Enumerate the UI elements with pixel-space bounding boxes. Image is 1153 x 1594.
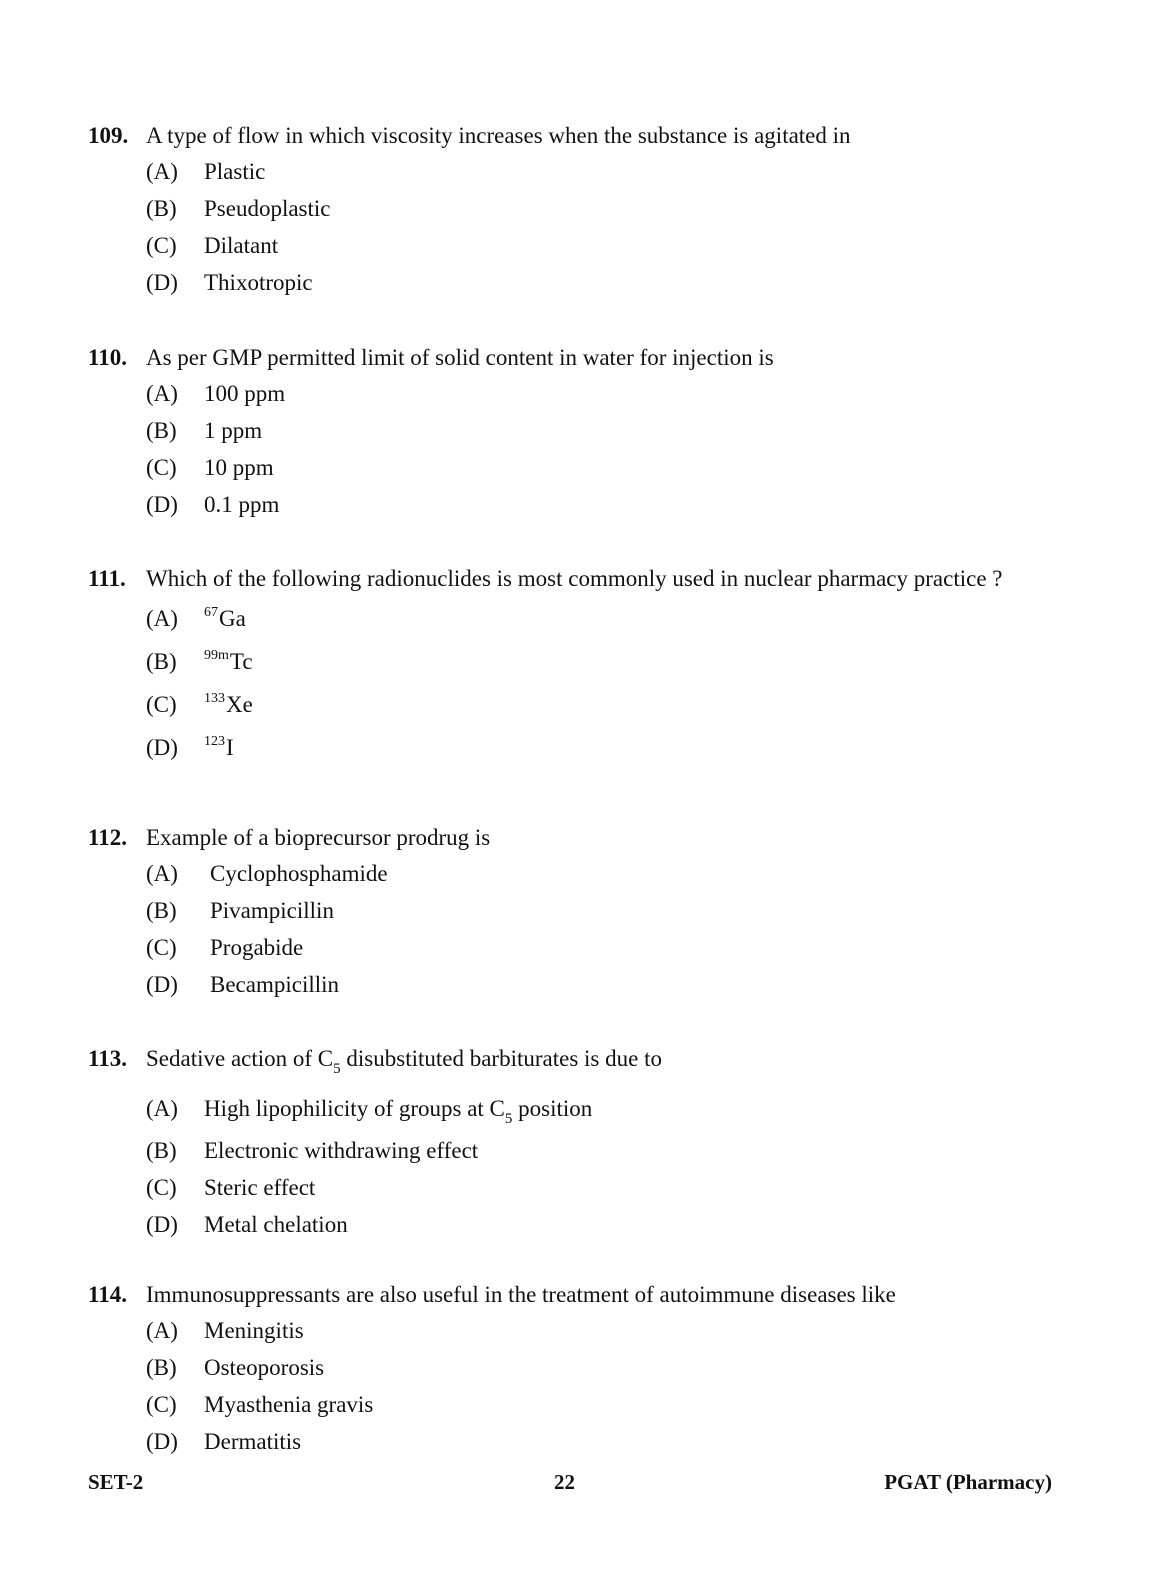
- option-c[interactable]: [146, 1169, 1040, 1206]
- option-a[interactable]: [146, 375, 1040, 412]
- option-text: Metal chelation: [204, 1212, 348, 1237]
- option-text: [204, 685, 253, 728]
- option-text: Dilatant: [204, 233, 279, 258]
- option-b[interactable]: [146, 642, 1040, 685]
- option-text-after: position: [512, 1096, 593, 1121]
- option-text-before: High lipophilicity of groups at C: [204, 1096, 505, 1121]
- question-110: [88, 343, 1040, 523]
- option-c[interactable]: [146, 685, 1040, 728]
- option-c[interactable]: [146, 449, 1040, 486]
- question-number: 109.: [88, 123, 129, 148]
- option-text: Pseudoplastic: [204, 196, 331, 221]
- option-text: Steric effect: [204, 1175, 316, 1200]
- subscript: 5: [333, 1061, 341, 1077]
- option-label: (A): [146, 1318, 178, 1343]
- option-c[interactable]: [146, 227, 1040, 264]
- option-a[interactable]: [146, 599, 1040, 642]
- option-text: Cyclophosphamide: [210, 861, 388, 886]
- element-symbol: I: [226, 735, 234, 760]
- question-111: [88, 564, 1040, 771]
- option-d[interactable]: [146, 728, 1040, 771]
- option-label: (D): [146, 492, 178, 517]
- page-footer: [88, 1470, 1052, 1500]
- option-text: 100 ppm: [204, 381, 286, 406]
- option-c[interactable]: [146, 929, 1040, 966]
- option-text: Pivampicillin: [210, 898, 334, 923]
- option-label: (C): [146, 935, 177, 960]
- question-text: [146, 1044, 1040, 1077]
- question-number: 112.: [88, 825, 127, 850]
- option-label: (A): [146, 1096, 178, 1121]
- option-b[interactable]: [146, 412, 1040, 449]
- question-text: Immunosuppressants are also useful in the treatment of autoimmune diseases like: [146, 1282, 896, 1307]
- option-text: [204, 599, 246, 642]
- stem-text-before: Sedative action of C: [146, 1046, 334, 1071]
- option-a[interactable]: [146, 1089, 1040, 1132]
- option-label: (D): [146, 270, 178, 295]
- set-code: SET-2: [88, 1470, 144, 1494]
- option-label: (C): [146, 1392, 177, 1417]
- option-b[interactable]: [146, 190, 1040, 227]
- option-d[interactable]: [146, 264, 1040, 301]
- option-text: Electronic withdrawing effect: [204, 1138, 479, 1163]
- question-stem: [88, 564, 1040, 593]
- option-label: (D): [146, 1212, 178, 1237]
- mass-number: 123: [204, 734, 225, 749]
- option-text: Progabide: [210, 935, 304, 960]
- option-label: (C): [146, 233, 177, 258]
- option-text: Dermatitis: [204, 1429, 302, 1454]
- question-stem: [88, 121, 1040, 150]
- option-a[interactable]: [146, 855, 1040, 892]
- option-label: (A): [146, 381, 178, 406]
- option-label: (D): [146, 735, 178, 760]
- question-text: A type of flow in which viscosity increases when the substance is agitated in: [146, 123, 851, 148]
- option-text: [204, 1089, 592, 1132]
- mass-number: 99m: [204, 648, 229, 663]
- option-text: Becampicillin: [210, 972, 340, 997]
- option-text: Myasthenia gravis: [204, 1392, 374, 1417]
- element-symbol: Tc: [229, 649, 253, 674]
- option-d[interactable]: [146, 1423, 1040, 1460]
- option-label: (C): [146, 455, 177, 480]
- option-label: (B): [146, 1138, 177, 1163]
- option-label: (D): [146, 1429, 178, 1454]
- option-label: (B): [146, 196, 177, 221]
- option-b[interactable]: [146, 1349, 1040, 1386]
- option-label: (C): [146, 692, 177, 717]
- subscript: 5: [504, 1111, 513, 1127]
- option-d[interactable]: [146, 966, 1040, 1003]
- option-text: [204, 642, 253, 685]
- option-text: [204, 728, 234, 771]
- question-number: 113.: [88, 1046, 127, 1071]
- stem-text-after: disubstituted barbiturates is due to: [340, 1046, 662, 1071]
- question-112: [88, 823, 1040, 1003]
- question-text: Example of a bioprecursor prodrug is: [146, 825, 491, 850]
- option-text: 1 ppm: [204, 418, 263, 443]
- option-b[interactable]: [146, 892, 1040, 929]
- option-c[interactable]: [146, 1386, 1040, 1423]
- option-b[interactable]: [146, 1132, 1040, 1169]
- option-label: (B): [146, 898, 177, 923]
- option-d[interactable]: [146, 1206, 1040, 1243]
- question-stem: [88, 343, 1040, 372]
- question-text: As per GMP permitted limit of solid content in water for injection is: [146, 345, 774, 370]
- option-text: Osteoporosis: [204, 1355, 325, 1380]
- option-label: (B): [146, 1355, 177, 1380]
- option-text: Meningitis: [204, 1318, 304, 1343]
- option-a[interactable]: [146, 1312, 1040, 1349]
- element-symbol: Xe: [226, 692, 253, 717]
- option-label: (D): [146, 972, 178, 997]
- question-number: 114.: [88, 1282, 127, 1307]
- option-text: 0.1 ppm: [204, 492, 280, 517]
- option-label: (C): [146, 1175, 177, 1200]
- element-symbol: Ga: [219, 606, 246, 631]
- option-text: 10 ppm: [204, 455, 274, 480]
- question-109: [88, 121, 1040, 301]
- question-text: Which of the following radionuclides is most commonly used in nuclear pharmacy practice ?: [146, 566, 1003, 591]
- page-number: 22: [554, 1470, 575, 1494]
- question-113: [88, 1044, 1040, 1243]
- option-label: (A): [146, 606, 178, 631]
- exam-title: PGAT (Pharmacy): [884, 1470, 1052, 1494]
- option-label: (B): [146, 418, 177, 443]
- option-text: Thixotropic: [204, 270, 313, 295]
- mass-number: 133: [204, 691, 225, 706]
- option-label: (A): [146, 861, 178, 886]
- question-stem: [88, 1044, 1040, 1077]
- option-label: (A): [146, 159, 178, 184]
- option-label: (B): [146, 649, 177, 674]
- question-stem: [88, 823, 1040, 852]
- question-number: 111.: [88, 566, 126, 591]
- question-number: 110.: [88, 345, 127, 370]
- option-d[interactable]: [146, 486, 1040, 523]
- option-text: Plastic: [204, 159, 266, 184]
- question-stem: [88, 1280, 1040, 1309]
- option-a[interactable]: [146, 153, 1040, 190]
- mass-number: 67: [204, 605, 218, 620]
- question-114: [88, 1280, 1040, 1460]
